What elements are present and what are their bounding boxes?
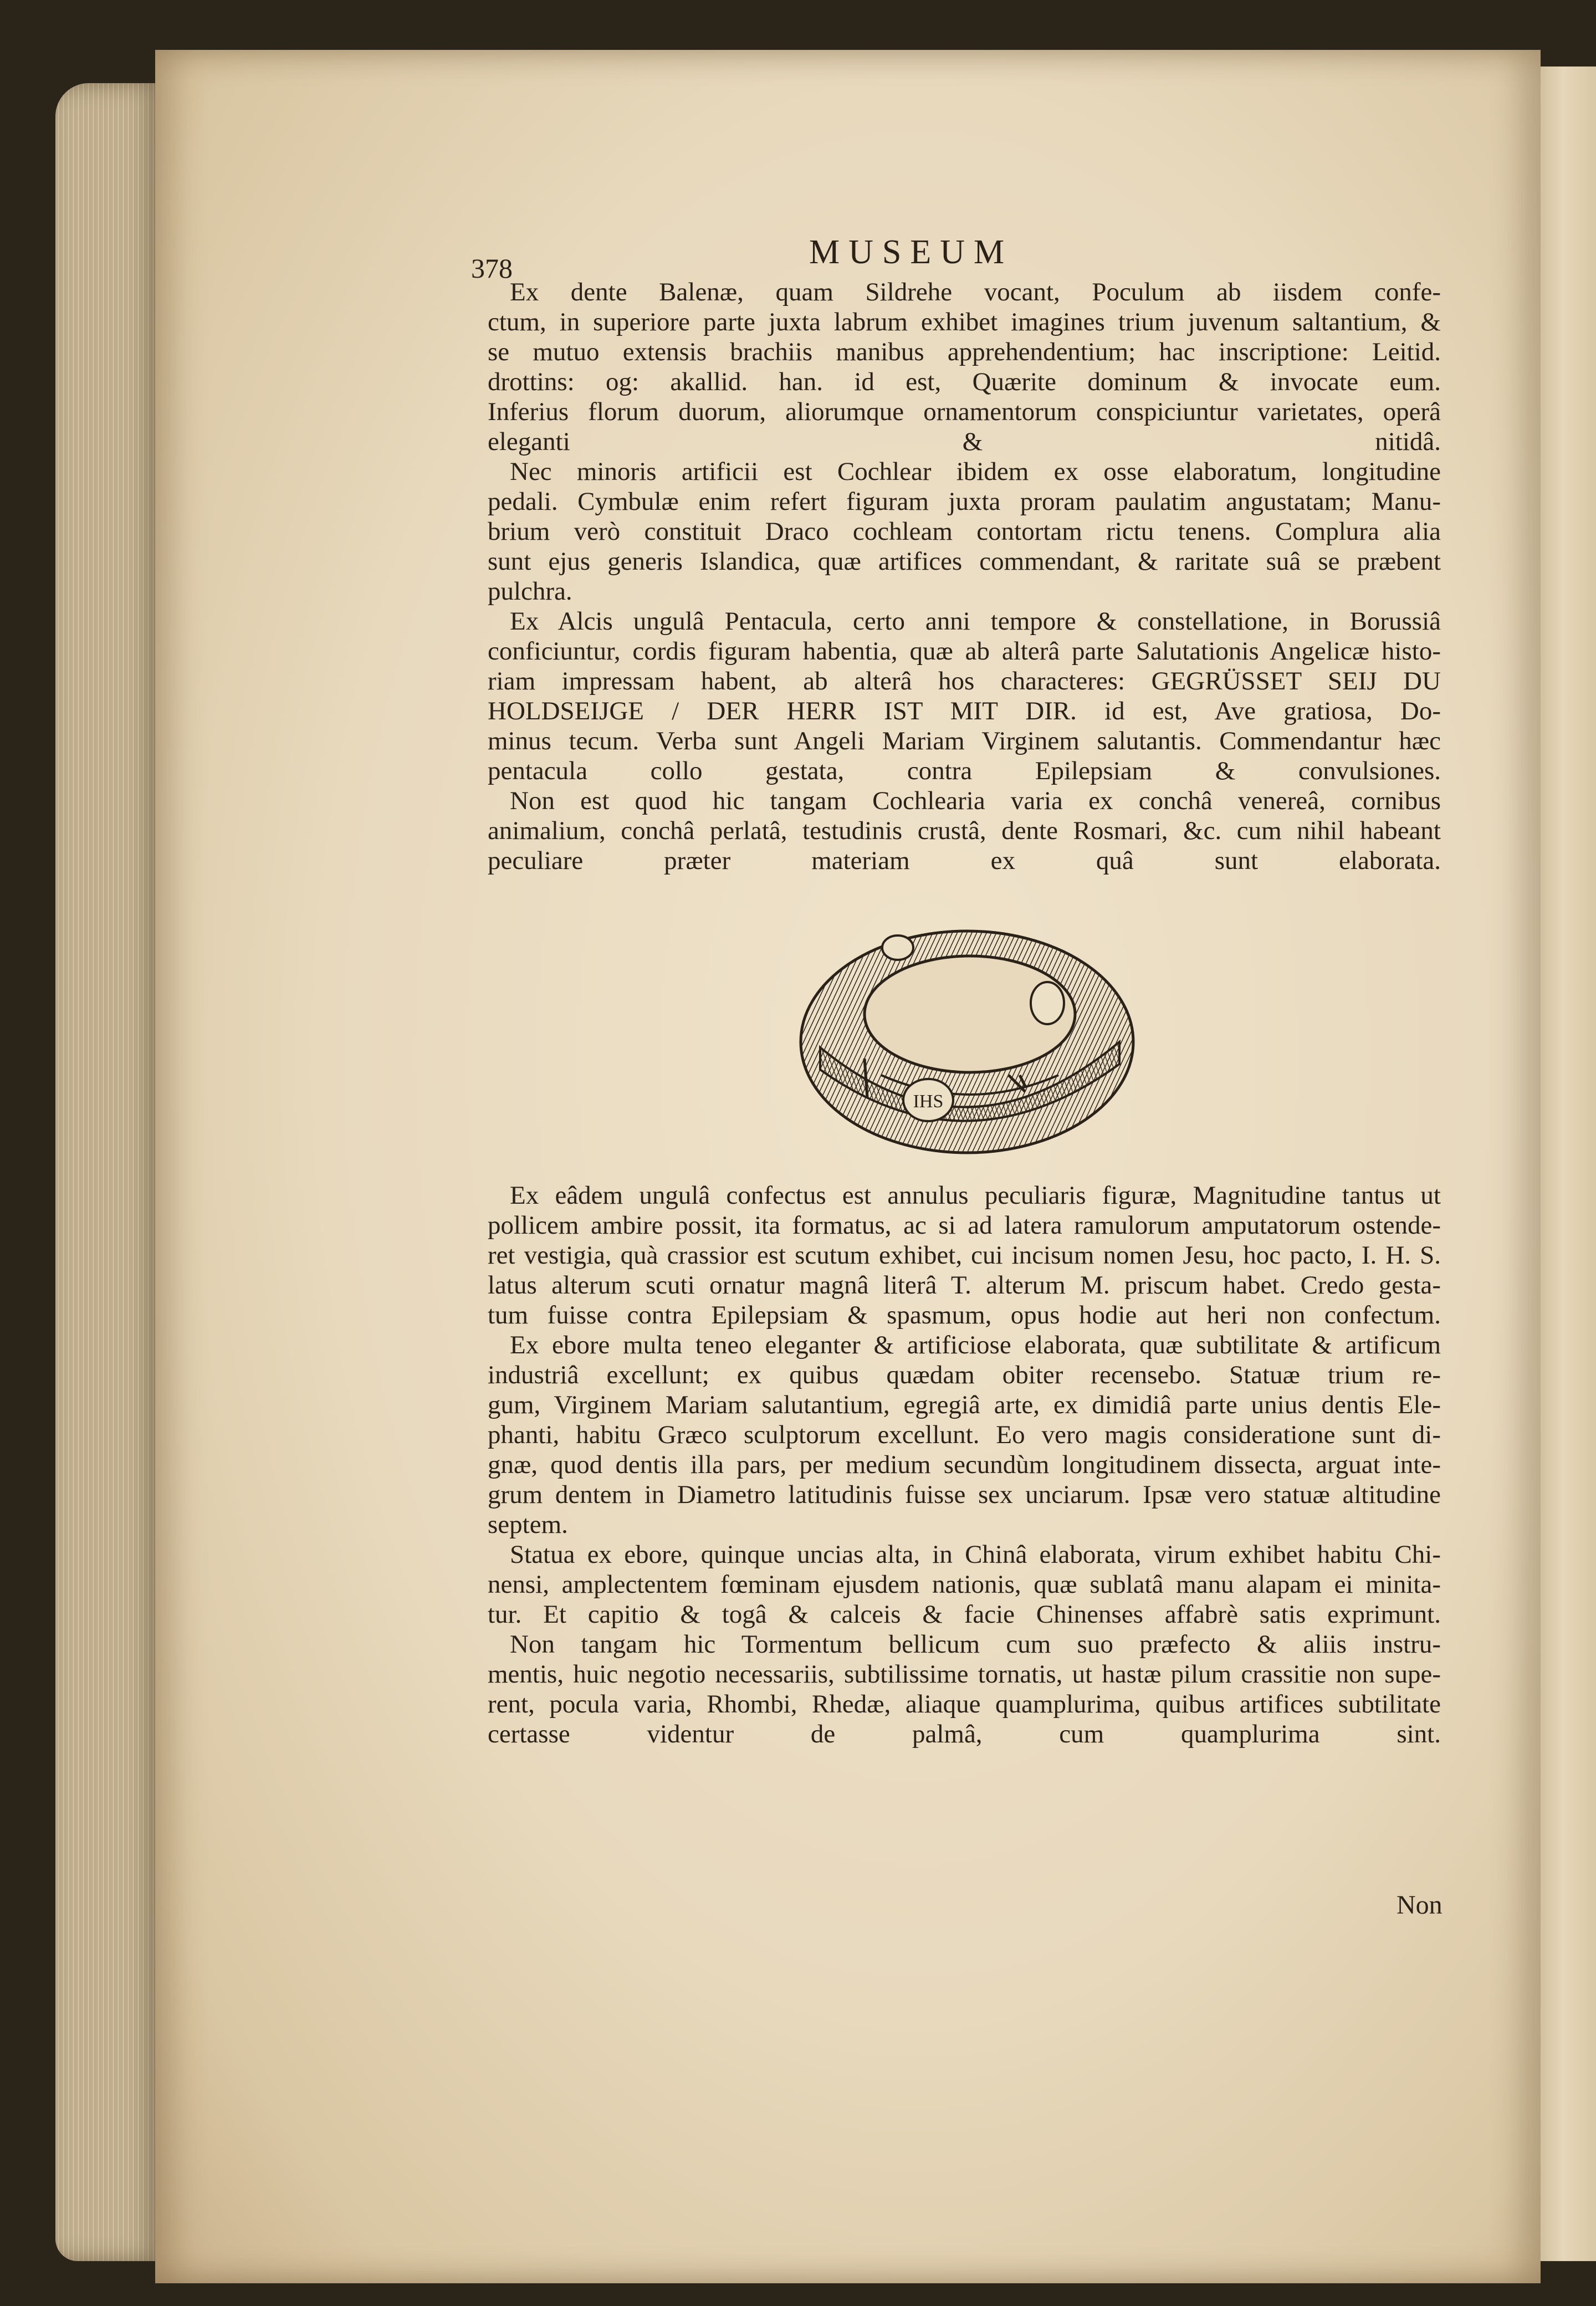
- text-line: minus tecum. Verba sunt Angeli Mariam Virginem salutantis. Commendantur hæc: [488, 727, 1441, 755]
- catchword: Non: [1396, 1890, 1442, 1920]
- text-line: ret vestigia, quà crassior est scutum exhibet, cui incisum nomen Jesu, hoc pacto, I. H. S.: [488, 1241, 1441, 1270]
- paragraph: [510, 1540, 1441, 1569]
- text-line: gnæ, quod dentis illa pars, per medium secundùm longitudinem dissecta, arguat inte-: [488, 1450, 1441, 1479]
- text-line: se mutuo extensis brachiis manibus apprehendentium; hac inscriptione: Leitid.: [488, 338, 1441, 366]
- paragraph: [510, 277, 1441, 307]
- text-line: nensi, amplectentem fœminam ejusdem nationis, quæ sublatâ manu alapam ei minita-: [488, 1570, 1441, 1599]
- text-line: animalium, conchâ perlatâ, testudinis crustâ, dente Rosmari, &c. cum nihil habeant: [488, 816, 1441, 845]
- text-line: pollicem ambire possit, ita formatus, ac si ad latera ramulorum amputatorum ostende-: [488, 1211, 1441, 1240]
- text-line: septem.: [488, 1510, 568, 1539]
- ring-engraving: [787, 909, 1147, 1164]
- text-line: Ex eâdem ungulâ confectus est annulus peculiaris figuræ, Magnitudine tantus ut: [510, 1181, 1441, 1210]
- text-line: Non tangam hic Tormentum bellicum cum suo præfecto & aliis instru-: [510, 1630, 1441, 1659]
- page-number: 378: [471, 253, 513, 284]
- text-line: mentis, huic negotio necessariis, subtilissime tornatis, ut hastæ pilum crassitie non supe-: [488, 1660, 1441, 1689]
- paragraph: [510, 1180, 1441, 1210]
- paragraph: [510, 1330, 1441, 1360]
- text-line: Inferius florum duorum, aliorumque ornamentorum conspiciuntur varietates, operâ: [488, 397, 1441, 426]
- paragraph: [488, 816, 1441, 876]
- ihs-inscription: IHS: [913, 1091, 944, 1112]
- text-line: drottins: og: akallid. han. id est, Quærite dominum & invocate eum.: [488, 367, 1441, 396]
- paragraph: [510, 786, 1441, 816]
- paragraph: [510, 457, 1441, 487]
- page-edges: [55, 83, 161, 2261]
- paragraph: [488, 1210, 1441, 1330]
- text-line: Statua ex ebore, quinque uncias alta, in Chinâ elaborata, virum exhibet habitu Chi-: [510, 1540, 1441, 1569]
- text-line: eleganti & nitidâ.: [488, 427, 1441, 456]
- paragraph: [488, 487, 1441, 606]
- paragraph: [510, 606, 1441, 636]
- text-line: pulchra.: [488, 577, 572, 606]
- paragraph: [488, 1659, 1441, 1749]
- text-line: Ex ebore multa teneo eleganter & artificiose elaborata, quæ subtilitate & artificum: [510, 1331, 1441, 1359]
- text-line: ctum, in superiore parte juxta labrum exhibet imagines trium juvenum saltantium, &: [488, 308, 1441, 336]
- text-line: latus alterum scuti ornatur magnâ literâ T. alterum M. priscum habet. Credo gesta-: [488, 1271, 1441, 1300]
- text-line: pedali. Cymbulæ enim refert figuram juxta proram paulatim angustatam; Manu-: [488, 487, 1441, 516]
- text-line: brium verò constituit Draco cochleam contortam rictu tenens. Complura alia: [488, 517, 1441, 546]
- text-line: Non est quod hic tangam Cochlearia varia ex conchâ venereâ, cornibus: [510, 786, 1441, 815]
- text-line: tur. Et capitio & togâ & calceis & facie Chinenses affabrè satis exprimunt.: [488, 1600, 1441, 1629]
- text-line: tum fuisse contra Epilepsiam & spasmum, opus hodie aut heri non confectum.: [488, 1301, 1441, 1330]
- text-line: Ex dente Balenæ, quam Sildrehe vocant, Poculum ab iisdem confe-: [510, 278, 1441, 306]
- text-block-bottom: [488, 1180, 1441, 1749]
- text-line: riam impressam habent, ab alterâ hos characteres: GEGRÜSSET SEIJ DU: [488, 667, 1441, 696]
- text-block-top: [488, 277, 1441, 876]
- running-title: MUSEUM: [809, 233, 1014, 271]
- paragraph: [488, 636, 1441, 786]
- text-line: HOLDSEIJGE / DER HERR IST MIT DIR. id est, Ave gratiosa, Do-: [488, 697, 1441, 725]
- text-line: sunt ejus generis Islandica, quæ artifices commendant, & raritate suâ se præbent: [488, 547, 1441, 576]
- paragraph: [488, 307, 1441, 457]
- text-line: phanti, habitu Græco sculptorum excellunt. Eo vero magis consideratione sunt di-: [488, 1420, 1441, 1449]
- text-line: industriâ excellunt; ex quibus quædam obiter recensebo. Statuæ trium re-: [488, 1361, 1441, 1389]
- text-line: certasse videntur de palmâ, cum quamplurima sint.: [488, 1720, 1441, 1748]
- text-line: grum dentem in Diametro latitudinis fuisse sex unciarum. Ipsæ vero statuæ altitudine: [488, 1480, 1441, 1509]
- text-line: Nec minoris artificii est Cochlear ibidem ex osse elaboratum, longitudine: [510, 457, 1441, 486]
- paragraph: [488, 1569, 1441, 1629]
- text-line: conficiuntur, cordis figuram habentia, quæ ab alterâ parte Salutationis Angelicæ histo-: [488, 637, 1441, 666]
- paragraph: [488, 1360, 1441, 1540]
- text-line: Ex Alcis ungulâ Pentacula, certo anni tempore & constellatione, in Borussiâ: [510, 607, 1441, 636]
- text-line: pentacula collo gestata, contra Epilepsiam & convulsiones.: [488, 756, 1441, 785]
- text-line: peculiare præter materiam ex quâ sunt elaborata.: [488, 846, 1441, 875]
- paragraph: [510, 1629, 1441, 1659]
- text-line: rent, pocula varia, Rhombi, Rhedæ, aliaque quamplurima, quibus artifices subtilitate: [488, 1690, 1441, 1719]
- text-line: gum, Virginem Mariam salutantium, egregiâ arte, ex dimidiâ parte unius dentis Ele-: [488, 1390, 1441, 1419]
